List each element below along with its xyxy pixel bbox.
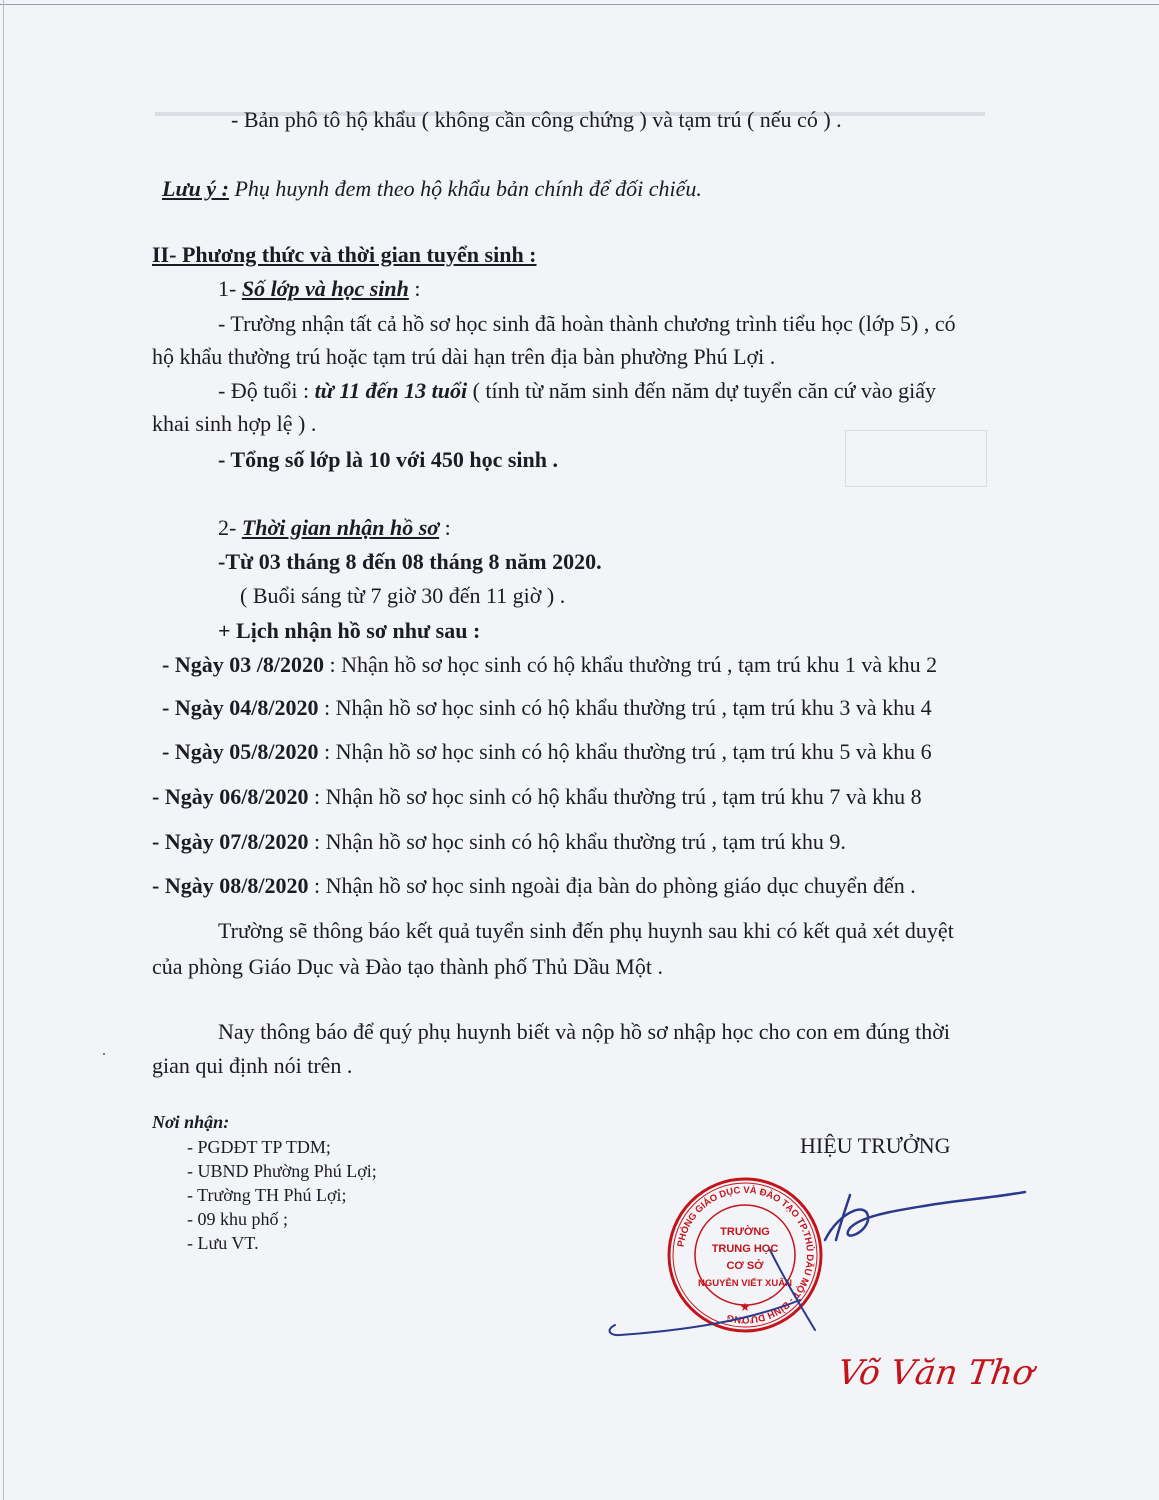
hokhau-line: - Bản phô tô hộ khẩu ( không cần công chứng ) và tạm trú ( nếu có ) .	[231, 107, 842, 132]
schedule-item	[162, 651, 937, 679]
item2-heading	[218, 514, 451, 542]
item2-title: Thời gian nhận hồ sơ	[241, 515, 440, 540]
age-suffix: ( tính từ năm sinh đến năm dự tuyển căn cứ vào giấy	[472, 378, 937, 403]
closing-line1: Nay thông báo để quý phụ huynh biết và nộp hồ sơ nhập học cho con em đúng thời	[218, 1019, 951, 1044]
age-line	[218, 377, 936, 405]
signer-name: Võ Văn Thơ	[835, 1353, 1037, 1393]
result-line2: của phòng Giáo Dục và Đào tạo thành phố Thủ Dầu Một .	[152, 954, 663, 979]
age-prefix: - Độ tuổi :	[218, 378, 310, 403]
handwritten-signature	[600, 1180, 1040, 1370]
svg-text:★: ★	[739, 1300, 751, 1314]
schedule-text: : Nhận hồ sơ học sinh có hộ khẩu thường trú , tạm trú khu 5 và khu 6	[323, 739, 932, 764]
schedule-date: - Ngày 07/8/2020	[152, 829, 309, 854]
session-time: ( Buổi sáng từ 7 giờ 30 đến 11 giờ ) .	[240, 583, 566, 608]
schedule-item	[152, 828, 846, 856]
scan-edge-left	[3, 0, 4, 1500]
recipient-item: - Trường TH Phú Lợi;	[187, 1185, 347, 1205]
recipient-item: - 09 khu phố ;	[187, 1209, 288, 1229]
recipient-item: - UBND Phường Phú Lợi;	[187, 1161, 377, 1181]
svg-text:TRƯỜNG: TRƯỜNG	[720, 1226, 770, 1238]
schedule-date: - Ngày 08/8/2020	[152, 873, 309, 898]
schedule-date: - Ngày 06/8/2020	[152, 784, 309, 809]
note-text: Phụ huynh đem theo hộ khẩu bản chính để đối chiếu.	[234, 176, 702, 201]
scan-speck	[103, 1053, 105, 1055]
scan-edge-top	[0, 4, 1159, 5]
result-line1: Trường sẽ thông báo kết quả tuyển sinh đến phụ huynh sau khi có kết quả xét duyệt	[218, 918, 954, 943]
schedule-item	[152, 872, 916, 900]
item1-number: 1-	[218, 276, 237, 301]
paragraph1-line1: - Trường nhận tất cả hồ sơ học sinh đã hoàn thành chương trình tiểu học (lớp 5) , có	[218, 311, 956, 336]
schedule-date: - Ngày 04/8/2020	[162, 695, 319, 720]
schedule-date: - Ngày 03 /8/2020	[162, 652, 324, 677]
total-classes: - Tổng số lớp là 10 với 450 học sinh .	[218, 447, 558, 472]
bleed-through-mark	[845, 430, 987, 487]
item1-colon: :	[414, 276, 421, 301]
schedule-item	[162, 694, 932, 722]
schedule-item	[162, 738, 932, 766]
age-line2: khai sinh hợp lệ ) .	[152, 411, 317, 436]
note-label: Lưu ý :	[162, 176, 229, 201]
schedule-text: : Nhận hồ sơ học sinh có hộ khẩu thường trú , tạm trú khu 3 và khu 4	[323, 695, 932, 720]
schedule-text: : Nhận hồ sơ học sinh ngoài địa bàn do phòng giáo dục chuyển đến .	[313, 873, 916, 898]
closing-line2: gian qui định nói trên .	[152, 1053, 353, 1078]
recipients-title: Nơi nhận:	[152, 1112, 230, 1132]
schedule-title: + Lịch nhận hồ sơ như sau :	[218, 618, 481, 643]
svg-text:CƠ SỞ: CƠ SỞ	[726, 1260, 764, 1272]
item2-colon: :	[444, 515, 451, 540]
signer-title: HIỆU TRƯỞNG	[800, 1133, 951, 1158]
section2-title: II- Phương thức và thời gian tuyển sinh :	[152, 242, 537, 267]
item1-heading	[218, 275, 421, 303]
svg-text:TRUNG HỌC: TRUNG HỌC	[711, 1243, 779, 1255]
note	[162, 175, 702, 203]
period: -Từ 03 tháng 8 đến 08 tháng 8 năm 2020.	[218, 549, 602, 574]
schedule-date: - Ngày 05/8/2020	[162, 739, 319, 764]
svg-text:PHÒNG GIÁO DỤC VÀ ĐÀO TẠO TP.T: PHÒNG GIÁO DỤC VÀ ĐÀO TẠO TP.THỦ DẦU MỘT - BÌNH DƯƠNG	[675, 1184, 816, 1326]
recipient-item: - Lưu VT.	[187, 1233, 259, 1253]
item1-title: Số lớp và học sinh	[241, 276, 409, 301]
schedule-text: : Nhận hồ sơ học sinh có hộ khẩu thường trú , tạm trú khu 1 và khu 2	[329, 652, 938, 677]
paragraph1-line2: hộ khẩu thường trú hoặc tạm trú dài hạn trên địa bàn phường Phú Lợi .	[152, 344, 776, 369]
svg-text:NGUYỄN VIẾT XUÂN: NGUYỄN VIẾT XUÂN	[698, 1278, 792, 1289]
schedule-text: : Nhận hồ sơ học sinh có hộ khẩu thường trú , tạm trú khu 9.	[313, 829, 846, 854]
item2-number: 2-	[218, 515, 237, 540]
schedule-text: : Nhận hồ sơ học sinh có hộ khẩu thường trú , tạm trú khu 7 và khu 8	[313, 784, 922, 809]
schedule-item	[152, 783, 922, 811]
recipient-item: - PGDĐT TP TDM;	[187, 1137, 331, 1157]
age-value: từ 11 đến 13 tuổi	[314, 378, 468, 403]
